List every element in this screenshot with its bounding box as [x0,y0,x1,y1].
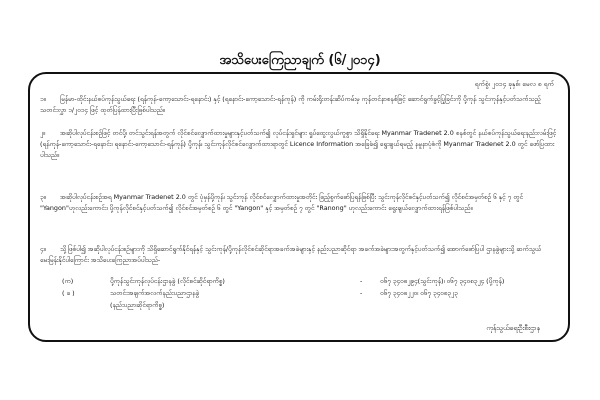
paragraph-number: ၄။ [40,245,46,253]
contact-separator: - [360,277,363,285]
paragraph-text: အဆိုပါလုပ်ငန်းစဉ်အရ Myanmar Tradenet 2.0 တွင် ပုံမှန်ပို့ကုန်၊ သွင်းကုန် လိုင်စင်လျှောက်ထားမှုအတိုင်း ဖြည့်စွက်ဖော်ပြရန်ဖြစ်ပြီး သွင်းကုန်လိုင်စင်နှင့်ပတ်သက်၍ လိုင်စင်အမှတ်စဉ် ၆ နှင့် ၇ တွင် "Yangon"ဟုလည်းကောင်း၊ ပို့ကုန်လိုင်စင်နှင့်ပတ်သက်၍ လိုင်စင်အမှတ်စဉ် ၆ တွင် "Yangon" နှင့် အမှတ်စဉ် ၇ တွင် "Ranong" ဟုလည်းကောင်း ရွေးချယ်လျှောက်ထားရန်ဖြစ်ပါသည်။ [40,193,524,212]
notice-box [28,72,570,342]
contact-department: သတင်းအချက်အလက်နည်းပညာဌာနခွဲ [110,289,200,297]
contact-department: ပို့ကုန်သွင်းကုန်လုပ်ငန်းဌာနခွဲ (လိုင်စင်ဆိုင်ရာကိစ္စ) [110,277,225,285]
paragraph-4 [40,244,558,266]
contact-separator: - [360,289,363,297]
notice-title: အသိပေးကြေညာချက် (၆/၂၀၁၄) [219,53,381,68]
paragraph-number: ၁။ [40,95,46,103]
paragraph-3 [40,192,558,214]
notice-date: ရက်စွဲ၊ ၂၀၁၄ ခုနှစ်၊ မေလ ၈ ရက် [474,80,554,88]
paragraph-text: မြန်မာ-ထိုင်းနယ်စပ်ကုန်သွယ်ရေး (ရန်ကုန်-ကော့သောင်း-ရနောင်း) နှင့် (ရနောင်း-ကော့သောင်း-ရန်ကုန်) ကို ကမ်းရိုးတန်းဆိပ်ကမ်းမှ ကုန်တင်နာစနစ်ဖြင့် ဆောင်ရွက်ခွင့်ပြုခြင်းကို ပို့ကုန် သွင်းကုန်နှင့်ပတ်သက်သည့်သတင်းလွှာ ၁/၂၀၁၄ ဖြင့် ထုတ်ပြန်ထားပြီးဖြစ်ပါသည်။ [40,95,541,114]
contact-phone: ၀၆၇ ၃၄၀၈၂၂၀၊ ၀၆၇ ၃၄၀၈၃၂၃ [380,289,458,297]
contact-subnote: (နည်းပညာဆိုင်ရာကိစ္စ) [110,301,165,309]
contact-phone: ၀၆၇ ၃၄၀၈၂၉၄(သွင်းကုန်)၊ ၀၆၇ ၃၄၀၈၃၂၄ (ပို့ကုန်) [380,277,505,285]
issuer-signature: ကုန်သွယ်ရေးဦးစီးဌာန [486,324,540,332]
paragraph-number: ၃။ [40,193,46,201]
paragraph-text: သို့ဖြစ်ပါ၍ အဆိုပါလုပ်ငန်းစဉ်များကို သိရှိဆောင်ရွက်နိုင်ရန်နှင့် သွင်းကုန်/ပို့ကုန်လိုင်စင်ဆိုင်ရာအခက်အခဲများနှင့် နည်းပညာဆိုင်ရာ အခက်အခဲများအတွက်နှင့်ပတ်သက်၍ အောက်ဖော်ပြပါ ဌာနခွဲများသို့ ဆက်သွယ်မေးမြန်းနိုင်ပါကြောင်း အသိပေးကြေညာအပ်ပါသည်- [40,245,542,264]
paragraph-2 [40,128,558,161]
paragraph-number: ၂။ [40,129,46,137]
paragraph-1 [40,94,558,116]
contact-marker: (က) [62,277,74,285]
contact-marker: ( ခ ) [62,289,75,297]
paragraph-text: အဆိုပါလုပ်ငန်းစဉ်ဖြင့် တင်ပို့၊ တင်သွင်းရန်အတွက် လိုင်စင်လျှောက်ထားမှုများနှင့်ပတ်သက်၍ လုပ်ငန်းရှင်များ ရှုပ်ထွေးလွယ်ကူစွာ သိရှိနိုင်ရေး Myanmar Tradenet 2.0 စနစ်တွင် နယ်စပ်ကုန်သွယ်ရေးနည်းလမ်းဖြင့် (ရန်ကုန်-ကော့သောင်း-ရနောင်း၊ ရနောင်း-ကော့သောင်း-ရန်ကုန်) ပို့ကုန်၊ သွင်းကုန်လိုင်စင်လျှောက်ထားရာတွင် Licence Information အခြေခံ၍ ရွေးချယ်ရမည့် နမူနာပုံစံကို Myanmar Tradenet 2.0 တွင် ဖော်ပြထားပါသည်။ [40,129,557,159]
